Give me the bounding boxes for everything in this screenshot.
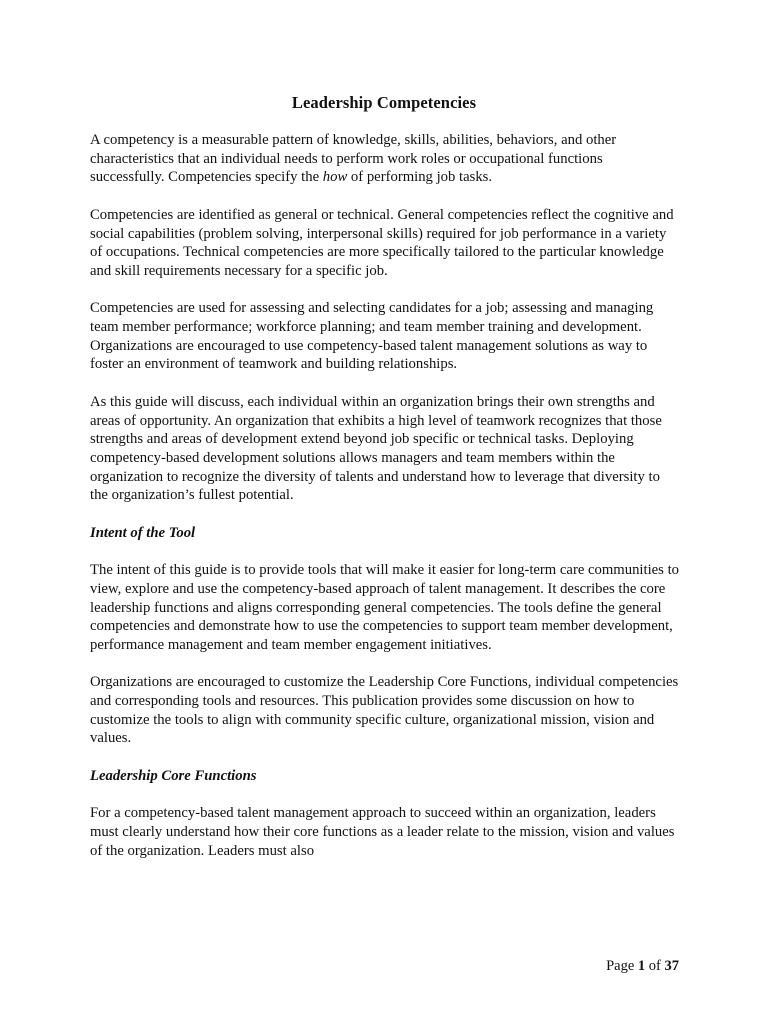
section-heading-core-functions: Leadership Core Functions <box>90 767 257 784</box>
page-current: 1 <box>637 958 646 974</box>
paragraph-customize: Organizations are encouraged to customize the Leadership Core Functions, individual competencies and corresponding tools and resources. This publication provides some discussion on how to customize the tools to align with community specific culture, organizational mission, vision and values. <box>90 674 679 747</box>
paragraph-types: Competencies are identified as general or technical. General competencies reflect the cognitive and social capabilities (problem solving, interpersonal skills) required for job performance in a variety of occupations. Technical competencies are more specifically tailored to the particular knowledge and skill requirements necessary for a specific job. <box>90 206 674 279</box>
of-label: of <box>648 958 661 974</box>
page-total: 37 <box>664 958 679 974</box>
paragraph-text: of performing job tasks. <box>347 169 493 186</box>
page-number <box>606 958 679 975</box>
paragraph-uses: Competencies are used for assessing and selecting candidates for a job; assessing and managing team member performance; workforce planning; and team member training and development. Organizations are encouraged to use competency-based talent management solutions as way to foster an environment of teamwork and building relationships. <box>90 300 654 373</box>
paragraph-text: A competency is a measurable pattern of knowledge, skills, abilities, behaviors, and other characteristics that an individual needs to perform work roles or occupational functions successfully. Competencies specify the <box>90 132 617 186</box>
section-heading-intent: Intent of the Tool <box>90 524 196 541</box>
document-body <box>90 131 680 879</box>
paragraph-definition <box>90 131 680 187</box>
paragraph-guide: As this guide will discuss, each individual within an organization brings their own strengths and areas of opportunity. An organization that exhibits a high level of teamwork recognizes that those strengths and areas of development extend beyond job specific or technical tasks. Deploying competency-based development solutions allows managers and team members within the organization to recognize the diversity of talents and understand how to leverage that diversity to the organization’s fullest potential. <box>90 393 662 504</box>
paragraph-intent: The intent of this guide is to provide tools that will make it easier for long-term care communities to view, explore and use the competency-based approach of talent management. It describes the core leadership functions and aligns corresponding general competencies. The tools define the general competencies and demonstrate how to use the competencies to support team member development, performance management and team member engagement initiatives. <box>90 562 679 653</box>
paragraph-core-functions: For a competency-based talent management approach to succeed within an organization, leaders must clearly understand how their core functions as a leader relate to the mission, vision and values of the organization. Leaders must also <box>90 805 675 859</box>
document-title: Leadership Competencies <box>291 93 477 112</box>
page-label: Page <box>606 958 635 974</box>
emphasis-how: how <box>322 169 348 186</box>
